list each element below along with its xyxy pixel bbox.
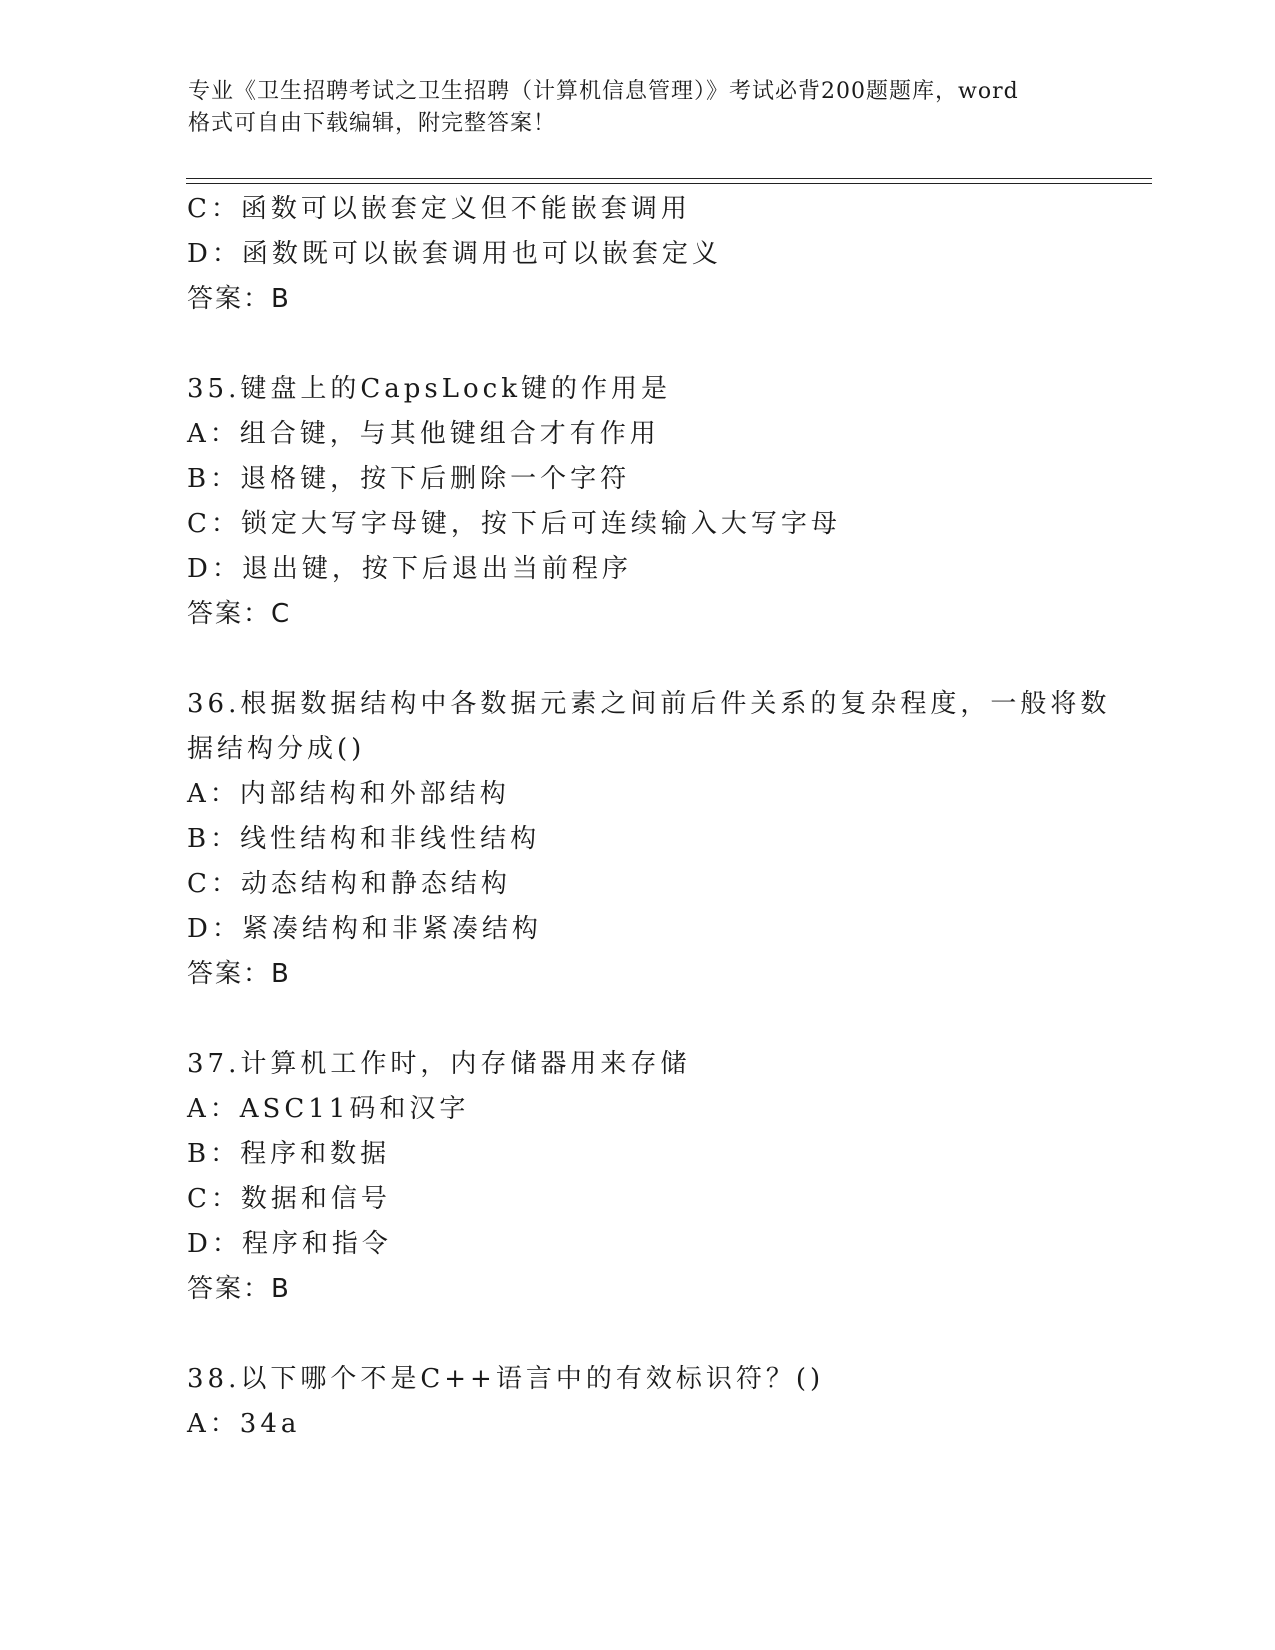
q36-question-line-2: 据结构分成() [187,734,366,764]
header-divider-top [186,178,1152,179]
q36-option-a: A：内部结构和外部结构 [187,779,510,809]
header-divider-bottom [186,183,1152,184]
q35-option-d: D：退出键，按下后退出当前程序 [187,554,632,584]
q36-option-b: B：线性结构和非线性结构 [187,824,541,854]
header-title-line-1: 专业《卫生招聘考试之卫生招聘（计算机信息管理）》考试必背200题题库，word [188,79,1019,104]
q37-option-d: D：程序和指令 [187,1229,392,1259]
q37-option-b: B：程序和数据 [187,1139,391,1169]
q35-option-c: C：锁定大写字母键，按下后可连续输入大写字母 [187,509,841,539]
q38-option-a: A：34a [187,1409,301,1439]
q34-option-d: D：函数既可以嵌套调用也可以嵌套定义 [187,239,722,269]
q36-option-d: D：紧凑结构和非紧凑结构 [187,914,542,944]
header-title-line-2: 格式可自由下载编辑，附完整答案！ [188,111,557,136]
q37-option-c: C：数据和信号 [187,1184,391,1214]
q35-option-b: B：退格键，按下后删除一个字符 [187,464,631,494]
q34-option-c: C：函数可以嵌套定义但不能嵌套调用 [187,194,691,224]
q37-option-a: A：ASC11码和汉字 [187,1094,470,1124]
q35-answer: 答案：C [187,599,292,629]
q34-answer: 答案：B [187,284,291,314]
q38-question: 38.以下哪个不是C++语言中的有效标识符？() [187,1364,825,1394]
q36-question-line-1: 36.根据数据结构中各数据元素之间前后件关系的复杂程度，一般将数 [187,689,1111,719]
q36-option-c: C：动态结构和静态结构 [187,869,511,899]
q35-option-a: A：组合键，与其他键组合才有作用 [187,419,660,449]
document-header [188,76,1088,140]
q37-question: 37.计算机工作时，内存储器用来存储 [187,1049,691,1079]
q36-answer: 答案：B [187,959,291,989]
q37-answer: 答案：B [187,1274,291,1304]
q35-question: 35.键盘上的CapsLock键的作用是 [187,374,671,404]
